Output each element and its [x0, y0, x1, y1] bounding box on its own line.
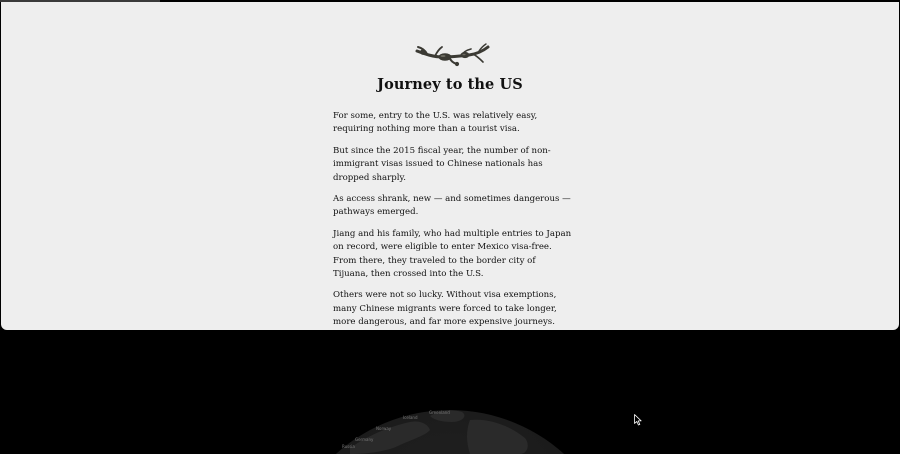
story-body [333, 110, 573, 338]
story-paragraph: Others were not so lucky. Without visa exemptions, many Chinese migrants were forced to take longer, more dangerous, and far more expensive journeys. [333, 290, 557, 328]
story-title: Journey to the US [377, 76, 523, 93]
globe-label: Iceland [403, 415, 418, 420]
globe-label: Greenland [429, 410, 450, 415]
story-section [1, 2, 899, 330]
reading-progress-track [0, 0, 900, 2]
globe-label: Russia [342, 444, 355, 449]
branch-illustration-icon [413, 42, 491, 68]
globe-label: Norway [376, 426, 392, 431]
story-paragraph: But since the 2015 fiscal year, the number of non-immigrant visas issued to Chinese nationals has dropped sharply. [333, 145, 551, 183]
globe-label: Germany [355, 437, 374, 442]
story-paragraph: For some, entry to the U.S. was relatively easy, requiring nothing more than a tourist visa. [333, 111, 538, 135]
reading-progress-bar [0, 0, 160, 2]
globe-map-section [0, 330, 900, 454]
story-paragraph: Jiang and his family, who had multiple entries to Japan on record, were eligible to enter Mexico visa-free. From there, they traveled to the border city of Tijuana, then crossed into the U.S. [333, 228, 572, 280]
story-paragraph: As access shrank, new — and sometimes dangerous — pathways emerged. [333, 194, 571, 218]
globe-map [0, 330, 900, 454]
mouse-cursor-icon [634, 414, 642, 426]
